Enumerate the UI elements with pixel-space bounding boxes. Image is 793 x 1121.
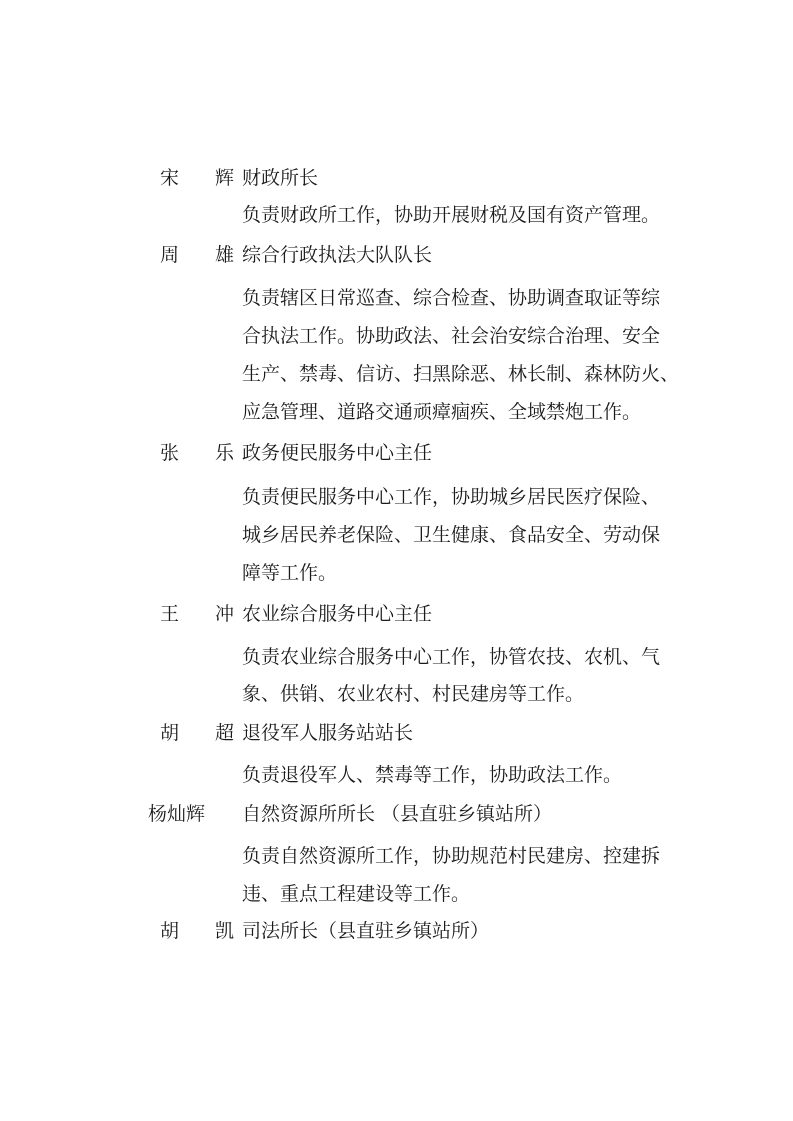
duty-line: 城乡居民养老保险、卫生健康、食品安全、劳动保 <box>242 524 661 546</box>
staff-name: 胡 凯 <box>160 920 250 942</box>
staff-title: 综合行政执法大队队长 <box>242 244 433 266</box>
staff-name: 王 冲 <box>160 603 250 625</box>
duty-line: 负责辖区日常巡查、综合检查、协助调查取证等综 <box>242 287 661 309</box>
entry-heading <box>0 240 793 270</box>
entry-heading <box>0 163 793 193</box>
duty-line: 负责农业综合服务中心工作，协管农技、农机、气 <box>242 646 661 668</box>
duty-line: 负责财政所工作，协助开展财税及国有资产管理。 <box>242 204 661 226</box>
duty-line: 象、供销、农业农村、村民建房等工作。 <box>242 683 585 705</box>
entry-heading <box>0 718 793 748</box>
staff-title: 政务便民服务中心主任 <box>242 442 433 464</box>
entry-heading <box>0 438 793 468</box>
staff-title: 退役军人服务站站长 <box>242 722 414 744</box>
duty-line: 生产、禁毒、信访、扫黑除恶、林长制、森林防火、 <box>242 363 680 385</box>
staff-name: 周 雄 <box>160 244 250 266</box>
duty-line: 负责退役军人、禁毒等工作，协助政法工作。 <box>242 764 623 786</box>
staff-title: 农业综合服务中心主任 <box>242 603 433 625</box>
duty-line: 应急管理、道路交通顽瘴痼疾、全域禁炮工作。 <box>242 401 642 423</box>
staff-name: 杨灿辉 <box>148 803 206 825</box>
duty-line: 违、重点工程建设等工作。 <box>242 883 471 905</box>
entry-heading <box>0 799 793 829</box>
entry-heading <box>0 916 793 946</box>
staff-title: 司法所长（县直驻乡镇站所） <box>242 920 490 942</box>
staff-title: 自然资源所所长 （县直驻乡镇站所） <box>242 803 553 825</box>
duty-line: 障等工作。 <box>242 562 338 584</box>
duty-line: 负责自然资源所工作，协助规范村民建房、控建拆 <box>242 845 661 867</box>
entry-heading <box>0 599 793 629</box>
staff-name: 胡 超 <box>160 722 250 744</box>
staff-name: 张 乐 <box>160 442 250 464</box>
duty-line: 负责便民服务中心工作，协助城乡居民医疗保险、 <box>242 486 661 508</box>
staff-name: 宋 辉 <box>160 167 250 189</box>
staff-title: 财政所长 <box>242 167 319 189</box>
duty-line: 合执法工作。协助政法、社会治安综合治理、安全 <box>242 325 661 347</box>
